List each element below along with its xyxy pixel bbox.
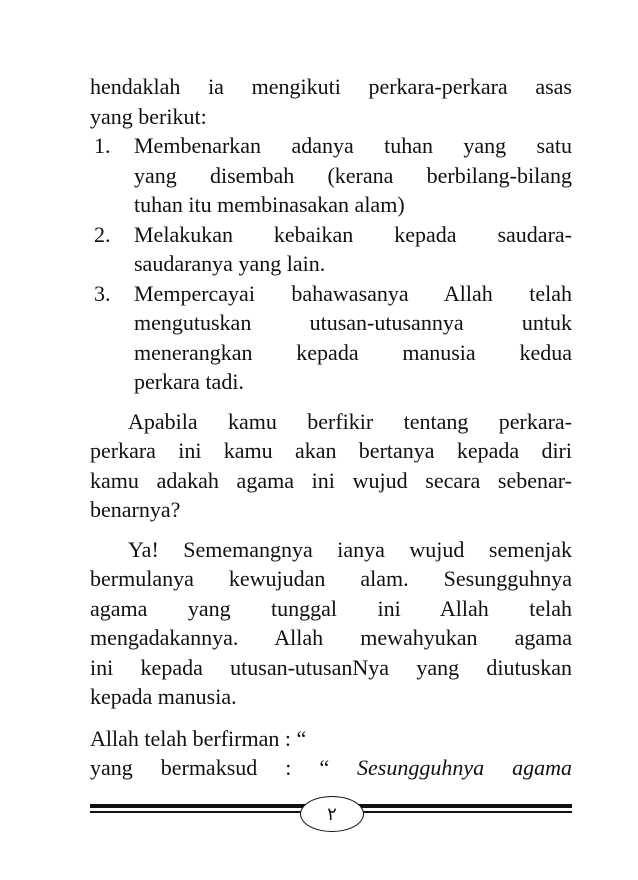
list-line: Melakukan kebaikan kepada saudara- — [134, 221, 572, 247]
paragraph-2 — [90, 535, 572, 712]
paragraph-line: ini kepada utusan-utusanNya yang diutuskan — [90, 654, 572, 680]
page-footer — [90, 796, 572, 836]
list-number: 2. — [94, 221, 111, 247]
list-line: tuhan itu membinasakan alam) — [134, 192, 405, 217]
paragraph-line: kepada manusia. — [90, 684, 237, 709]
intro-line-2: yang berikut: — [90, 103, 207, 129]
list-line: perkara tadi. — [134, 369, 244, 394]
list-line: Mempercayai bahawasanya Allah telah — [134, 280, 572, 306]
list-number: 1. — [94, 133, 111, 158]
page-number-badge: ٢ — [300, 796, 364, 832]
list-line: saudaranya yang lain. — [134, 251, 326, 276]
paragraph-line: Ya! Sememangnya ianya wujud semenjak — [128, 536, 572, 562]
quote-line-2 — [90, 753, 572, 783]
paragraph-line: bermulanya kewujudan alam. Sesungguhnya — [90, 566, 572, 591]
list-item-1 — [90, 131, 572, 220]
intro-line-1: hendaklah ia mengikuti perkara-perkara asas — [90, 74, 572, 99]
quote-line-1: Allah telah berfirman : “ — [90, 725, 307, 751]
list-number: 3. — [94, 280, 111, 306]
paragraph-line: kamu adakah agama ini wujud secara sebenar- — [90, 467, 572, 493]
paragraph-1 — [90, 407, 572, 525]
list-line: Membenarkan adanya tuhan yang satu — [134, 133, 572, 158]
list-line: mengutuskan utusan-utusannya untuk — [134, 310, 572, 335]
quote-prefix: yang bermaksud : “ — [90, 755, 358, 780]
page-body — [90, 72, 572, 783]
list-item-3 — [90, 279, 572, 397]
quote-italic: Sesungguhnya agama — [357, 755, 572, 780]
paragraph-line: perkara ini kamu akan bertanya kepada diri — [90, 438, 572, 463]
list-line: menerangkan kepada manusia kedua — [134, 339, 572, 365]
list-line: yang disembah (kerana berbilang-bilang — [134, 162, 572, 188]
paragraph-line: agama yang tunggal ini Allah telah — [90, 595, 572, 621]
paragraph-line: Apabila kamu berfikir tentang perkara- — [128, 408, 572, 434]
paragraph-line: mengadakannya. Allah mewahyukan agama — [90, 625, 572, 650]
paragraph-line: benarnya? — [90, 497, 181, 522]
principles-list — [90, 131, 572, 397]
list-item-2 — [90, 220, 572, 279]
quote-block — [90, 724, 572, 783]
